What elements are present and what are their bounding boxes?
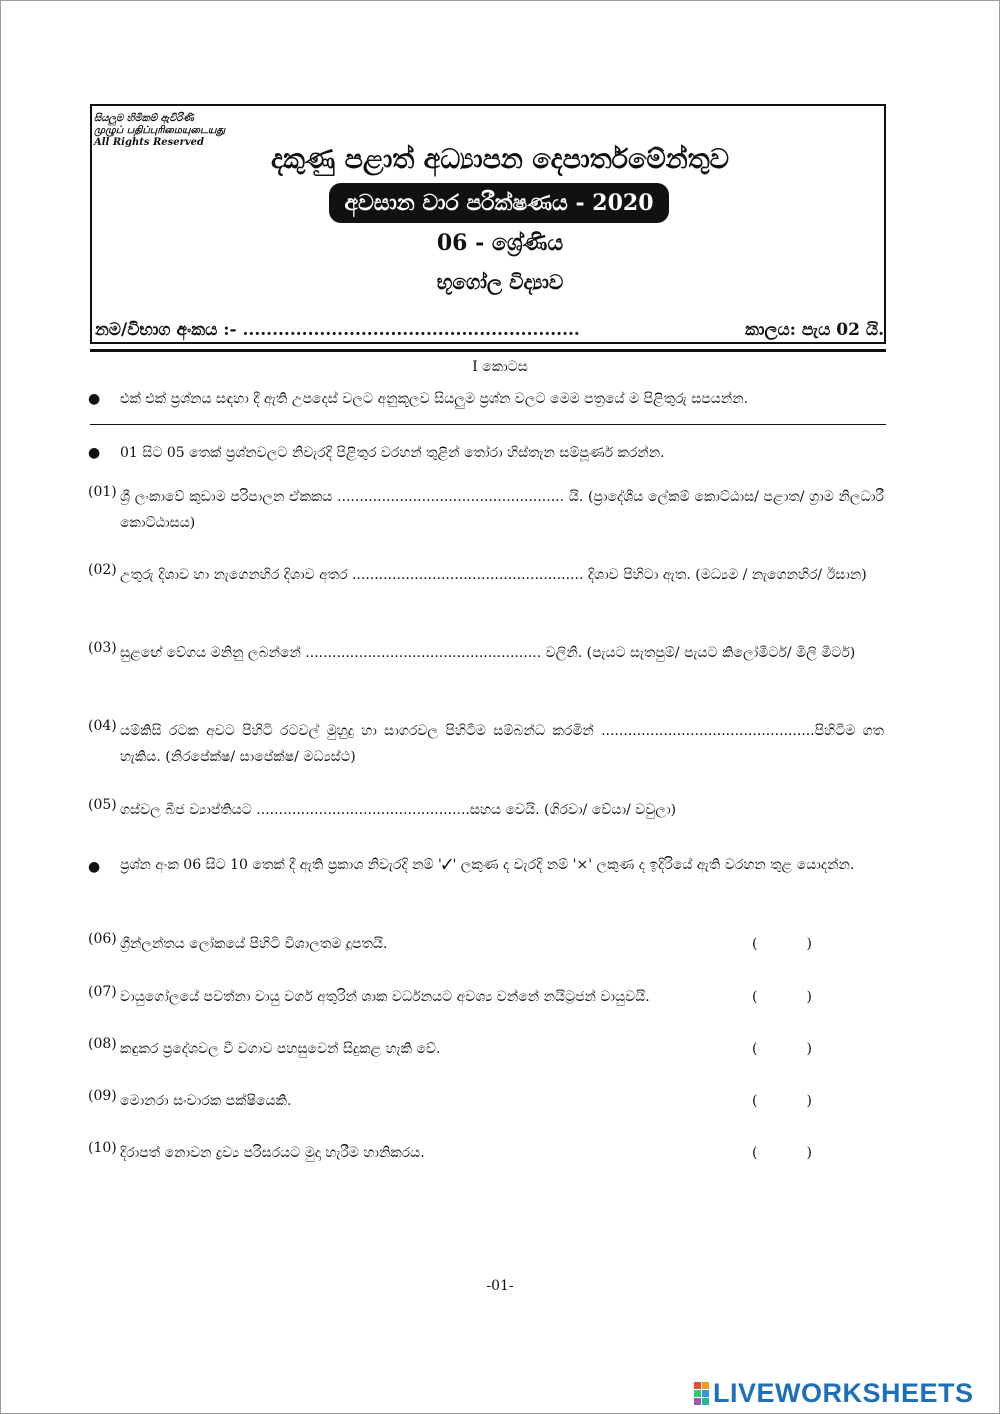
copyright-tamil: முழுப் பதிப்புரிமையுடையது (94, 125, 226, 136)
logo-blocks-icon (694, 1382, 709, 1405)
part1-instruction: 01 සිට 05 තෙක් ප්‍රශ්නවලට නිවැරදි පිළිතුර වරහන් තුළින් තෝරා හිස්තැන සම්පූර්ණ කරන්න. (120, 445, 665, 461)
question-number: (01) (88, 484, 117, 500)
header-box (90, 104, 886, 344)
bullet-icon: ● (88, 391, 101, 407)
true-false-question: ග්‍රීන්ලන්තය ලෝකයේ පිහිටි විශාලතම දූපතයි. (120, 936, 388, 952)
true-false-question: කඳුකර ප්‍රදේශවල වී වගාව පහසුවෙන් සිදුකළ හැකි වේ. (120, 1041, 441, 1057)
subject-title: භූගෝල විද්‍යාව (436, 270, 564, 294)
true-false-question: මොනරා සංචාරක පක්ෂියෙකි. (120, 1093, 292, 1109)
question-number: (06) (88, 931, 117, 947)
part2-instruction: ප්‍රශ්න අංක 06 සිට 10 තෙක් දී ඇති ප්‍රකාශ නිවැරදි නම් '✓' ලකුණ ද වැරදි නම් '×' ලකුණ ද ඉදිරියේ ඇති වරහන තුළ යොදන්න. (120, 857, 855, 873)
answer-bracket[interactable]: ( ) (752, 1145, 812, 1161)
question-number: (03) (88, 640, 117, 656)
bullet-icon: ● (88, 445, 101, 461)
exam-title-badge: අවසාන වාර පරීක්ෂණය - 2020 (329, 183, 669, 223)
time-allowed: කාලය: පැය 02 යි. (745, 320, 884, 340)
header-divider (90, 349, 886, 352)
fill-question[interactable]: ශ්‍රී ලංකාවේ කුඩාම පරිපාලන ඒකකය ................................................... යි. (ප්‍රාදේශීය ලේකම් කොට්ඨාස/ පළාත/ ග්‍රාම නිලධාරී කොට්ඨාසය) (120, 489, 884, 531)
copyright-english: All Rights Reserved (94, 137, 205, 148)
true-false-question: දිරාපත් නොවන ද්‍රව්‍ය පරිසරයට මුදා හැරීම හානිකරය. (120, 1145, 425, 1161)
question-number: (02) (88, 562, 117, 578)
general-instruction: එක් එක් ප්‍රශ්නය සඳහා දී ඇති උපදෙස් වලට අනුකූලව සියලුම ප්‍රශ්න වලට මෙම පත්‍රයේ ම පිළිතුරු සපයන්න. (120, 391, 749, 407)
fill-question[interactable]: ගස්වල බීජ ව්‍යාප්තියට ................................................සහය වෙයි. (ගිරවා/ වේයා/ වවුලා) (120, 802, 677, 818)
answer-bracket[interactable]: ( ) (752, 989, 812, 1005)
question-number: (08) (88, 1036, 117, 1052)
answer-bracket[interactable]: ( ) (752, 1041, 812, 1057)
section-title: I කොටස (472, 359, 528, 375)
question-number: (09) (88, 1088, 117, 1104)
name-index-field[interactable]: නම/විභාග අංකය :- ......................................................... (95, 320, 580, 340)
page-number: -01- (486, 1278, 514, 1294)
bullet-icon: ● (88, 859, 101, 875)
fill-question[interactable]: උතුරු දිශාව හා නැගෙනහිර දිශාව අතර .................................................... දිශාව පිහිටා ඇත. (මධ්‍යම / නැගෙනහිර/ ඊසාන) (120, 567, 867, 583)
fill-question[interactable]: සුළඟේ වේගය මනිනු ලබන්නේ ..................................................... වලිනි. (පැයට සැතපුම්/ පැයට කිලෝමීටර්/ මිලි මීටර්) (120, 645, 856, 661)
answer-bracket[interactable]: ( ) (752, 1093, 812, 1109)
copyright-sinhala: සියලුම හිමිකම් ඇවිරිණි (94, 113, 194, 124)
question-number: (07) (88, 984, 117, 1000)
question-number: (05) (88, 797, 117, 813)
answer-bracket[interactable]: ( ) (752, 936, 812, 952)
question-number: (10) (88, 1140, 117, 1156)
true-false-question: වායුගෝලයේ පවත්නා වායු වර්ග අතුරින් ශාක වර්ධනයට අවශ්‍ය වන්නේ නයිට්‍රජන් වායුවයි. (120, 989, 650, 1005)
fill-question[interactable]: යම්කිසි රටක අවට පිහිටි රටවල් මුහුදු හා සාගරවල පිහිටීම සම්බන්ධ කරමින් ................................................පිහිටීම ගත හැකිය. (නිරපේක්ෂ/ සාපේක්ෂ/ මධ්‍යස්ථ) (120, 723, 884, 765)
liveworksheets-logo[interactable] (694, 1378, 974, 1409)
instruction-divider (90, 424, 886, 425)
logo-text: LIVEWORKSHEETS (713, 1378, 974, 1408)
grade-title: 06 - ශ්‍රේණිය (436, 230, 564, 256)
question-number: (04) (88, 718, 117, 734)
department-title: දකුණු පළාත් අධ්‍යාපන දෙපාර්තමේන්තුව (270, 144, 730, 175)
